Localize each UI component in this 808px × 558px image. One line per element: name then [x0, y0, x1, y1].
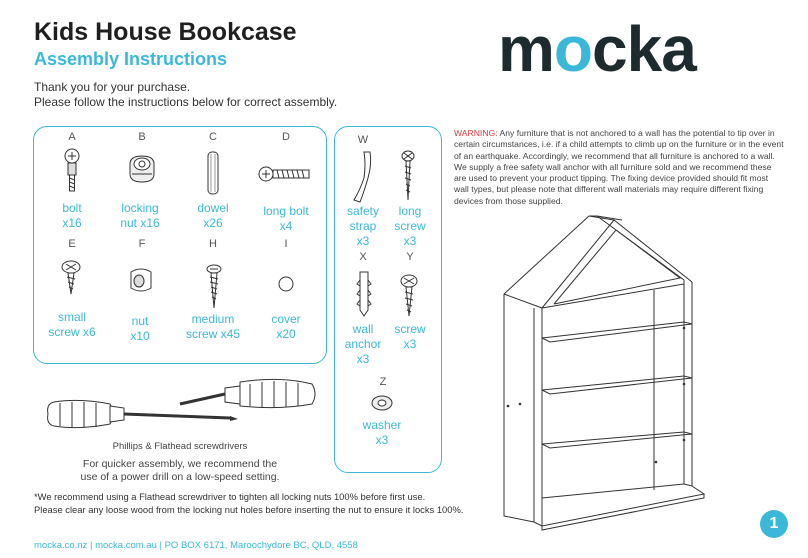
bolt-icon	[60, 148, 84, 194]
page-title: Kids House Bookcase	[34, 18, 297, 46]
part-label-locking-nut: locking nut x16	[120, 201, 160, 230]
part-label-long-bolt: long bolt x4	[263, 204, 309, 233]
part-letter-c: C	[209, 131, 217, 143]
tools-tip: For quicker assembly, we recommend the use of a power drill on a low-speed setting.	[80, 458, 280, 483]
screwdrivers-icon	[40, 374, 320, 436]
part-letter-a: A	[68, 131, 76, 143]
small-screw-icon	[60, 260, 82, 296]
part-label-cover: cover x20	[271, 312, 301, 341]
part-label-dowel: dowel x26	[197, 201, 229, 230]
part-label-screw: screw x3	[394, 322, 426, 351]
part-letter-w: W	[357, 134, 369, 146]
warning-label: WARNING:	[454, 128, 498, 138]
safety-strap-icon	[350, 150, 376, 204]
page-number: 1	[760, 510, 788, 538]
part-letter-z: Z	[379, 376, 387, 388]
part-label-long-screw: long screw x3	[394, 204, 426, 248]
part-label-small-screw: small screw x6	[48, 310, 96, 339]
cover-icon	[277, 275, 295, 293]
part-letter-d: D	[282, 131, 290, 143]
part-letter-i: I	[284, 238, 288, 250]
part-label-safety-strap: safety strap x3	[346, 204, 379, 248]
part-letter-h: H	[209, 238, 217, 250]
page-subtitle: Assembly Instructions	[34, 49, 228, 69]
part-letter-y: Y	[406, 251, 414, 263]
part-letter-b: B	[138, 131, 146, 143]
intro-line-2: Please follow the instructions below for correct assembly.	[34, 95, 338, 109]
part-label-washer: washer x3	[362, 418, 402, 447]
footer-contact: mocka.co.nz | mocka.com.au | PO BOX 6171, Maroochydore BC, QLD, 4558	[34, 540, 358, 551]
locking-nut-icon	[127, 152, 157, 186]
warning-text	[454, 128, 784, 207]
part-label-bolt: bolt x16	[62, 201, 82, 230]
part-letter-e: E	[68, 238, 76, 250]
part-letter-f: F	[138, 238, 146, 250]
nut-icon	[127, 266, 155, 296]
long-screw-icon	[398, 150, 418, 202]
intro-text	[34, 80, 337, 110]
part-label-medium-screw: medium screw x45	[185, 312, 241, 341]
part-label-nut: nut x10	[130, 314, 150, 343]
assembly-notes: *We recommend using a Flathead screwdriver to tighten all locking nuts 100% before first use. Please clear any loose wood from the locking nut holes before inserting the nut to ensure it locks 100%.	[34, 491, 464, 515]
bookcase-illustration	[494, 208, 724, 538]
part-label-wall-anchor: wall anchor x3	[344, 322, 382, 366]
phillips-screwdriver-icon	[48, 400, 238, 428]
intro-line-1: Thank you for your purchase.	[34, 80, 191, 94]
tools-caption: Phillips & Flathead screwdrivers	[112, 441, 248, 452]
warning-body: Any furniture that is not anchored to a wall has the potential to tip over in certain circumstances, i.e. if a child attempts to climb up on the furniture or in the event of an earthquake. Accordingly, we recommend that all furniture is anchored to a wall. We supply a free safety wall anchor with all furniture sold and we recommend these are used to prevent your product tipping. The fixing device provided should fit most wall types, but please note that different wall materials may require different fixing devices from those supplied.	[454, 128, 784, 206]
washer-icon	[370, 394, 394, 412]
mocka-logo: mocka	[498, 13, 696, 85]
flathead-screwdriver-icon	[180, 379, 315, 408]
part-letter-x: X	[359, 251, 367, 263]
screw-icon	[398, 274, 420, 318]
long-bolt-icon	[258, 165, 312, 183]
wall-anchor-icon	[354, 270, 374, 318]
dowel-icon	[204, 150, 222, 196]
medium-screw-icon	[204, 264, 224, 310]
